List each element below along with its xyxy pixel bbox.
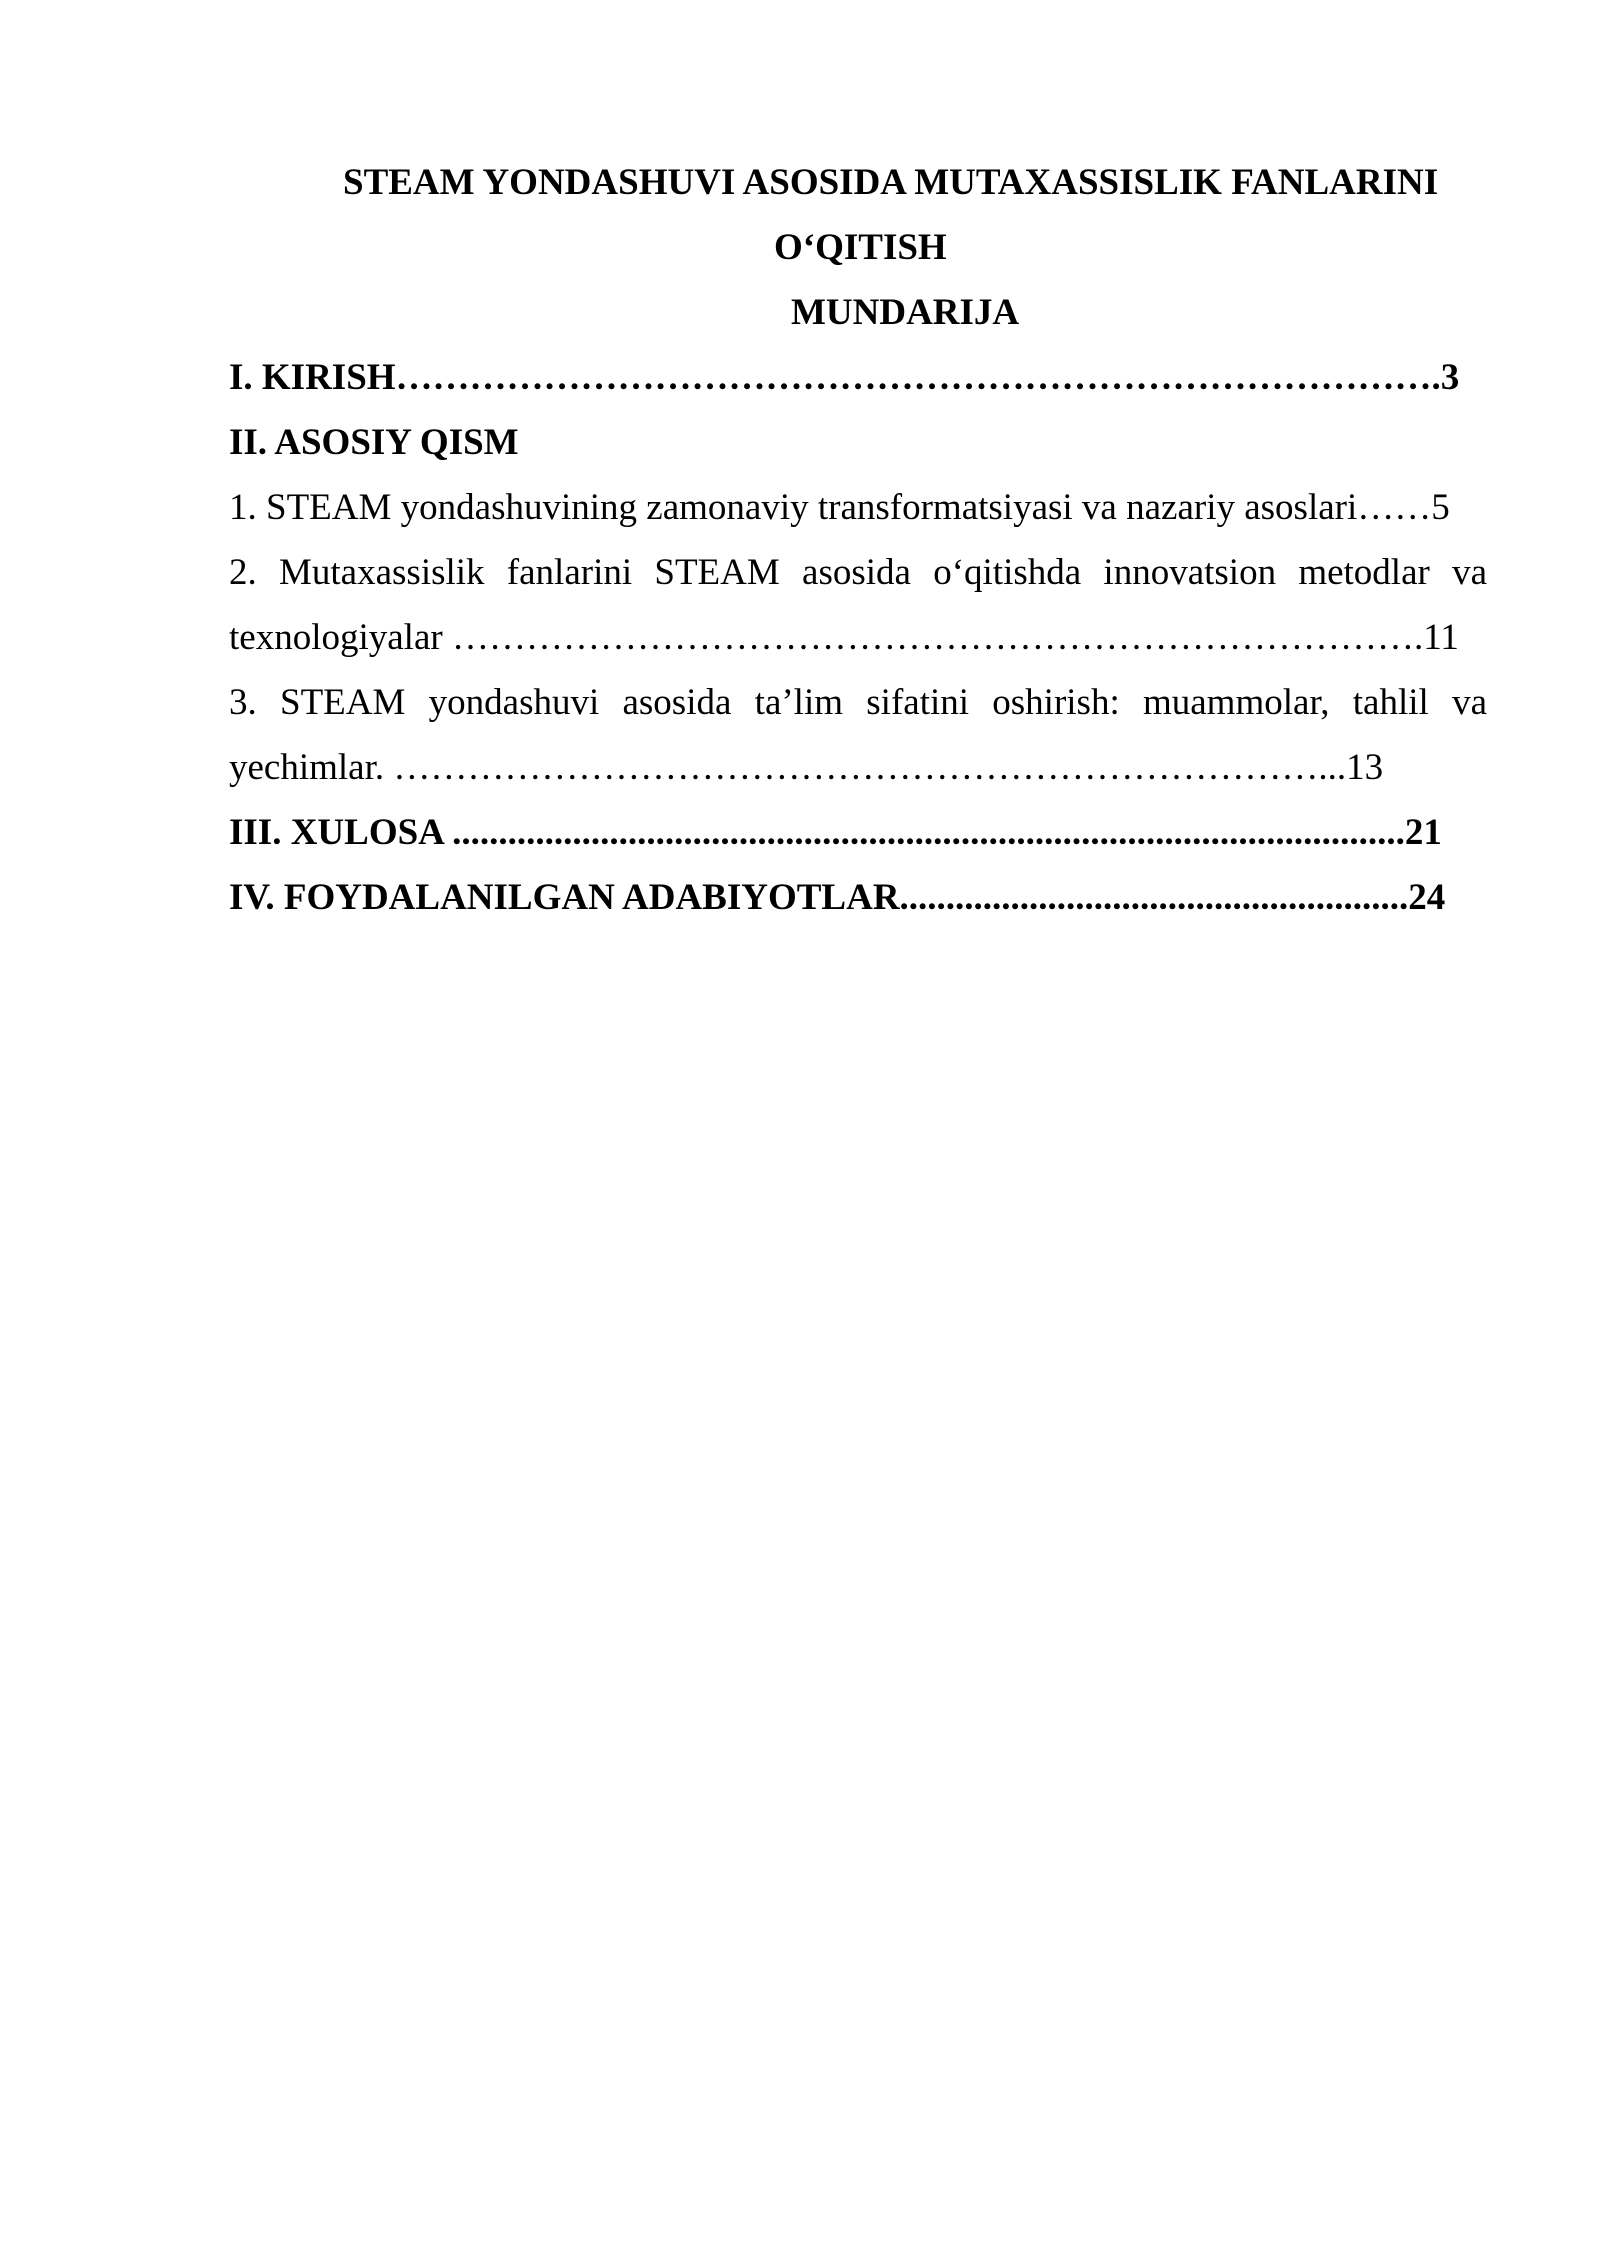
toc-entry-item-3-line-1: 3. STEAM yondashuvi asosida ta’lim sifatini oshirish: muammolar, tahlil va [229,682,1487,723]
toc-entry-xulosa: III. XULOSA .......................................................................................................21 [229,812,1442,853]
toc-entry-kirish: I. KIRISH………………………………………………………………………….3 [229,357,1460,398]
toc-entry-item-2-line-1: 2. Mutaxassislik fanlarini STEAM asosida o‘qitishda innovatsion metodlar va [229,552,1487,593]
document-title-line-2: O‘QITISH [774,227,947,268]
document-content [229,150,1487,930]
toc-entry-item-1: 1. STEAM yondashuvining zamonaviy transformatsiyasi va nazariy asoslari……5 [229,487,1450,528]
document-title-line-1: STEAM YONDASHUVI ASOSIDA MUTAXASSISLIK FANLARINI [343,162,1439,203]
contents-heading: MUNDARIJA [791,292,1020,333]
toc-entry-asosiy-qism: II. ASOSIY QISM [229,422,519,463]
toc-entry-adabiyotlar: IV. FOYDALANILGAN ADABIYOTLAR.......................................................24 [229,877,1446,918]
toc-entry-item-2-line-2: texnologiyalar …………………………………………………………………….11 [229,617,1459,658]
toc-entry-item-3-line-2: yechimlar. …………………………………………………………………...13 [229,747,1384,788]
